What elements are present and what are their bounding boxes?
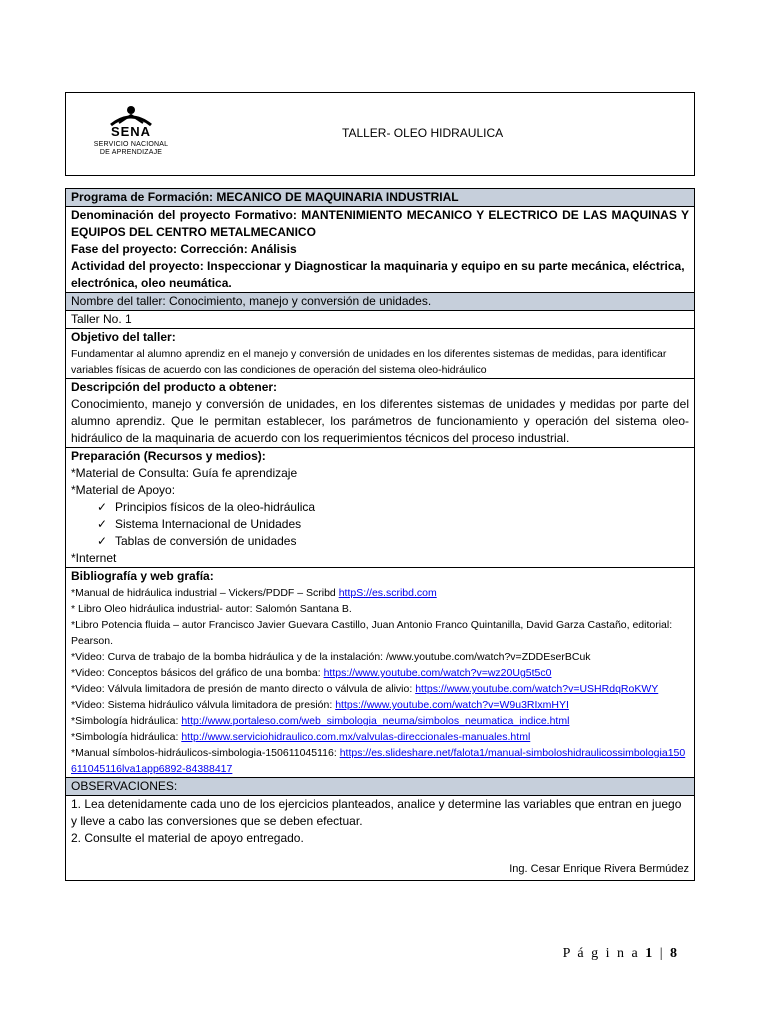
video-link[interactable]: https://www.youtube.com/watch?v=USHRdqRoKWY xyxy=(415,683,659,695)
biblio-entry: *Simbología hidráulica: http://www.serviciohidraulico.com.mx/valvulas-direccionales-manuales.html xyxy=(71,731,531,743)
objetivo-title: Objetivo del taller: xyxy=(71,330,176,344)
video-link[interactable]: https://www.youtube.com/watch?v=W9u3RIxmHYI xyxy=(335,699,569,711)
portaleso-link[interactable]: http://www.portaleso.com/web_simbologia_neuma/simbolos_neumatica_indice.html xyxy=(181,715,570,727)
preparacion-title: Preparación (Recursos y medios): xyxy=(71,449,266,463)
actividad: Actividad del proyecto: Inspeccionar y Diagnosticar la maquinaria y equipo en su parte mecánica, eléctrica, electrónica, oleo neumática. xyxy=(71,259,685,290)
bibliografia-title: Bibliografía y web grafía: xyxy=(71,569,214,583)
biblio-entry: *Video: Válvula limitadora de presión de manto directo o válvula de alivio: https://www.youtube.com/watch?v=USHRdqRoKWY xyxy=(71,683,659,695)
logo-word: SENA xyxy=(110,124,152,139)
programa-row: Programa de Formación: MECANICO DE MAQUINARIA INDUSTRIAL xyxy=(66,189,695,207)
biblio-entry: *Libro Potencia fluida – autor Francisco Javier Guevara Castillo, Juan Antonio Franco Quintanilla, David Garza Castaño, editorial: Pearson. xyxy=(71,619,673,647)
page-number: P á g i n a 1 | 8 xyxy=(562,946,679,961)
workshop-table xyxy=(65,188,695,881)
internet: *Internet xyxy=(71,551,117,565)
descripcion-title: Descripción del producto a obtener: xyxy=(71,380,278,394)
biblio-entry: * Libro Oleo hidráulica industrial- autor: Salomón Santana B. xyxy=(71,603,352,615)
checkmark-icon: ✓ xyxy=(97,534,108,548)
apoyo-item: ✓ Principios físicos de la oleo-hidráulica xyxy=(97,500,316,514)
bibliografia-cell xyxy=(66,568,695,778)
document-title: TALLER- OLEO HIDRAULICA xyxy=(342,126,504,140)
serviciohidraulico-link[interactable]: http://www.serviciohidraulico.com.mx/valvulas-direccionales-manuales.html xyxy=(181,731,531,743)
observaciones-row: OBSERVACIONES: xyxy=(66,778,695,796)
apoyo-item: ✓ Sistema Internacional de Unidades xyxy=(97,517,302,531)
material-consulta: *Material de Consulta: Guía fe aprendizaje xyxy=(71,466,298,480)
nombre-taller-row: Nombre del taller: Conocimiento, manejo y conversión de unidades. xyxy=(66,293,695,311)
document-header xyxy=(65,92,695,176)
taller-no-row: Taller No. 1 xyxy=(66,311,695,329)
denominacion: Denominación del proyecto Formativo: MANTENIMIENTO MECANICO Y ELECTRICO DE LAS MAQUINAS Y EQUIPOS DEL CENTRO METALMECANICO xyxy=(71,208,689,239)
biblio-entry: *Manual de hidráulica industrial – Vickers/PDDF – Scribd httpS://es.scribd.com xyxy=(71,587,437,599)
logo-subtitle: SERVICIO NACIONAL DE APRENDIZAJE xyxy=(93,141,169,156)
video-link[interactable]: https://www.youtube.com/watch?v=wz20Ug5t5c0 xyxy=(323,667,552,679)
apoyo-item: ✓ Tablas de conversión de unidades xyxy=(97,534,297,548)
checkmark-icon: ✓ xyxy=(97,517,108,531)
observacion-2: 2. Consulte el material de apoyo entregado. xyxy=(71,831,304,845)
observaciones-cell xyxy=(66,796,695,881)
descripcion-text: Conocimiento, manejo y conversión de unidades, en los diferentes sistemas de unidades y medidas por parte del alumno aprendiz. Que le permitan establecer, los parámetros de funcionamiento y operación del sistema oleo-hidráulico de la maquinaria de acuerdo con los requerimientos técnicos del proceso industrial. xyxy=(71,397,689,445)
observacion-1: 1. Lea detenidamente cada uno de los ejercicios planteados, analice y determine las variables que entran en juego y lleve a cabo las conversiones que se deben efectuar. xyxy=(71,797,682,828)
checkmark-icon: ✓ xyxy=(97,500,108,514)
biblio-entry: *Video: Curva de trabajo de la bomba hidráulica y de la instalación: /www.youtube.com/watch?v=ZDDEserBCuk xyxy=(71,651,591,663)
objetivo-cell xyxy=(66,329,695,379)
preparacion-cell xyxy=(66,448,695,568)
scribd-link[interactable]: httpS://es.scribd.com xyxy=(338,587,437,599)
project-info-cell xyxy=(66,207,695,293)
biblio-entry: *Video: Conceptos básicos del gráfico de una bomba: https://www.youtube.com/watch?v=wz20Ug5t5c0 xyxy=(71,667,552,679)
biblio-entry: *Manual símbolos-hidráulicos-simbologia-150611045116: https://es.slideshare.net/falota1/manual-simboloshidraulicossimbologia150611045116lva1app6892-84388417 xyxy=(71,747,686,775)
signature: Ing. Cesar Enrique Rivera Bermúdez xyxy=(509,863,689,875)
objetivo-text: Fundamentar al alumno aprendiz en el manejo y conversión de unidades en los diferentes sistemas de medidas, para identificar variables físicas de acuerdo con las condiciones de operación del sistema oleo-hidráulico xyxy=(71,348,667,376)
descripcion-cell xyxy=(66,379,695,448)
sena-logo xyxy=(82,105,180,167)
material-apoyo: *Material de Apoyo: xyxy=(71,483,176,497)
biblio-entry: *Simbología hidráulica: http://www.portaleso.com/web_simbologia_neuma/simbolos_neumatica_indice.html xyxy=(71,715,570,727)
fase: Fase del proyecto: Corrección: Análisis xyxy=(71,242,297,256)
biblio-entry: *Video: Sistema hidráulico válvula limitadora de presión: https://www.youtube.com/watch?v=W9u3RIxmHYI xyxy=(71,699,569,711)
slideshare-link[interactable]: https://es.slideshare.net/falota1/manual-simboloshidraulicossimbologia150611045116lva1app6892-84388417 xyxy=(71,747,686,775)
